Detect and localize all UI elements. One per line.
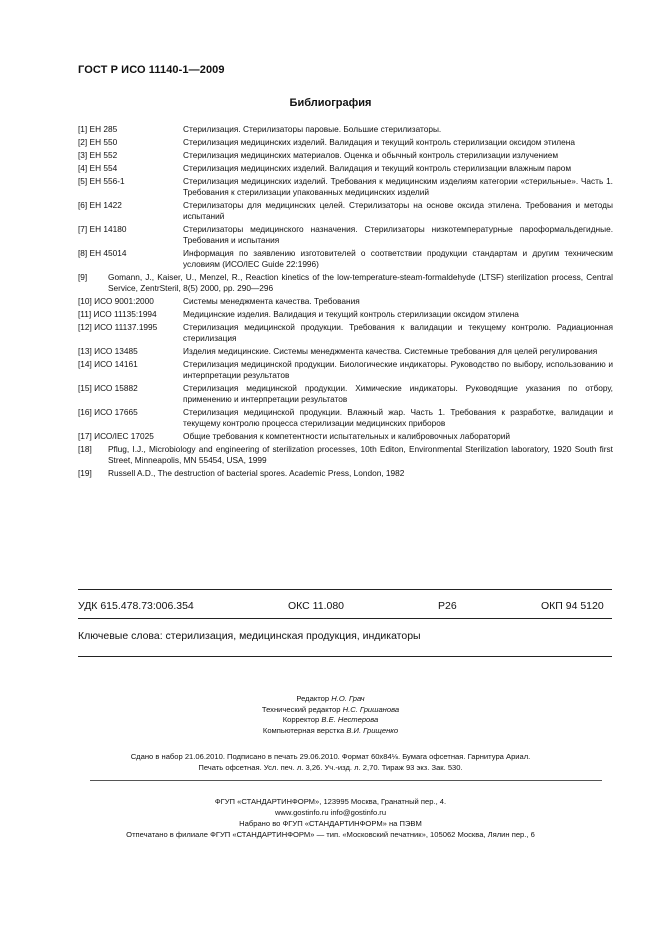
bibliography-entry — [78, 359, 613, 381]
divider-bottom — [78, 656, 612, 657]
entry-text: Стерилизаторы медицинского назначения. Стерилизаторы низкотемпературные парoформальдегидные. Требования и испытания — [183, 224, 613, 245]
entry-code: [11] ИСО 11135:1994 — [78, 309, 157, 319]
entry-code: [3] ЕН 552 — [78, 150, 118, 160]
bibliography-entry — [78, 272, 613, 294]
divider-top — [78, 589, 612, 590]
bibliography-entry — [78, 322, 613, 344]
entry-text: Russell A.D., The destruction of bacterial spores. Academic Press, London, 1982 — [108, 468, 405, 478]
bibliography-title: Библиография — [289, 97, 372, 109]
print-info — [0, 751, 661, 773]
keywords: Ключевые слова: стерилизация, медицинская продукция, индикаторы — [78, 630, 421, 642]
print-info-line-2: Печать офсетная. Усл. печ. л. 3,26. Уч.-изд. л. 2,70. Тираж 93 экз. Зак. 530. — [198, 763, 463, 772]
bibliography-entry — [78, 309, 613, 320]
entry-text: Стерилизация медицинских изделий. Валидация и текущий контроль стерилизации оксидом этилена — [183, 137, 575, 147]
bibliography-entry — [78, 296, 613, 307]
entry-code: [4] ЕН 554 — [78, 163, 118, 173]
entry-code: [7] ЕН 14180 — [78, 224, 127, 234]
entry-code: [19] — [78, 468, 92, 478]
bibliography-entry — [78, 137, 613, 148]
entry-text: Медицинские изделия. Валидация и текущий контроль стерилизации оксидом этилена — [183, 309, 519, 319]
entry-code: [17] ИСО/IEC 17025 — [78, 431, 154, 441]
entry-text: Стерилизация медицинской продукции. Влажный жар. Часть 1. Требования к разработке, валидации и текущему контролю процесса стерилизации медицинских приборов — [183, 407, 613, 428]
document-header: ГОСТ Р ИСО 11140-1—2009 — [78, 64, 225, 76]
divider-middle — [78, 618, 612, 619]
entry-code: [10] ИСО 9001:2000 — [78, 296, 154, 306]
entry-code: [8] ЕН 45014 — [78, 248, 127, 258]
entry-code: [13] ИСО 13485 — [78, 346, 138, 356]
publisher-block — [0, 796, 661, 840]
entry-text: Стерилизация медицинских материалов. Оценка и обычный контроль стерилизации излучением — [183, 150, 559, 160]
udk-code: УДК 615.478.73:006.354 — [78, 600, 194, 612]
entry-code: [15] ИСО 15882 — [78, 383, 138, 393]
entry-text: Информация по заявлению изготовителей о соответствии продукции стандартам и другим техническим условиям (ИСО/IEC Guide 22:1996) — [183, 248, 613, 269]
entry-text: Общие требования к компетентности испытательных и калибровочных лабораторий — [183, 431, 510, 441]
editor-line: Технический редактор Н.С. Гришанова — [261, 704, 400, 714]
entry-text: Изделия медицинские. Системы менеджмента качества. Системные требования для целей регулирования — [183, 346, 598, 356]
entry-text: Стерилизаторы для медицинских целей. Стерилизаторы на основе оксида этилена. Требования и методы испытаний — [183, 200, 613, 221]
bibliography-entry — [78, 248, 613, 270]
bibliography-entry — [78, 124, 613, 135]
entry-code: [16] ИСО 17665 — [78, 407, 138, 417]
entry-text: Стерилизация медицинских изделий. Требования к медицинским изделиям категории «стерильные». Часть 1. Требования к стерилизации упакованных медицинских изделий — [183, 176, 613, 197]
publisher-address: ФГУП «СТАНДАРТИНФОРМ», 123995 Москва, Гранатный пер., 4. — [214, 797, 447, 806]
entry-text: Стерилизация медицинской продукции. Биологические индикаторы. Руководство по выбору, использованию и интерпретации результатов — [183, 359, 613, 380]
print-info-line-1: Сдано в набор 21.06.2010. Подписано в печать 29.06.2010. Формат 60x84⅛. Бумага офсетная. Гарнитура Ариал. — [130, 752, 531, 761]
entry-text: Стерилизация медицинских изделий. Валидация и текущий контроль стерилизации влажным паром — [183, 163, 572, 173]
bibliography-entry — [78, 200, 613, 222]
bibliography-entry — [78, 468, 613, 479]
oks-code: ОКС 11.080 — [288, 600, 345, 612]
divider-imprint — [90, 780, 602, 781]
entry-code: [5] ЕН 556-1 — [78, 176, 125, 186]
bibliography-entry — [78, 407, 613, 429]
entry-text: Gomann, J., Kaiser, U., Menzel, R., Reaction kinetics of the low-temperature-steam-formaldehyde (LTSF) sterilization process, Central Service, ZentrSteril, 8(5) 2000, pp. 290—296 — [108, 272, 613, 293]
group-code: Р26 — [438, 600, 457, 612]
publisher-web: www.gostinfo.ru info@gostinfo.ru — [274, 808, 387, 817]
okp-code: ОКП 94 5120 — [541, 600, 604, 612]
entry-code: [12] ИСО 11137.1995 — [78, 322, 158, 332]
entry-text: Pflug, I.J., Microbiology and engineering of sterilization processes, 10th Editon, Environmental Sterilization laboratory, 1920 South first Street, Minneapolis, MN 55454, USA, 1999 — [108, 444, 613, 465]
bibliography-entry — [78, 444, 613, 466]
editor-line: Редактор Н.О. Грач — [296, 694, 365, 703]
entry-text: Системы менеджмента качества. Требования — [183, 296, 360, 306]
bibliography-entry — [78, 176, 613, 198]
editors-block — [0, 694, 661, 736]
entry-text: Стерилизация медицинской продукции. Химические индикаторы. Руководящие указания по отбору, применению и интерпретации результатов — [183, 383, 613, 404]
bibliography-entry — [78, 224, 613, 246]
bibliography-entry — [78, 346, 613, 357]
publisher-printed: Отпечатано в филиале ФГУП «СТАНДАРТИНФОРМ» — тип. «Московский печатник», 105062 Москва, Лялин пер., 6 — [126, 830, 535, 839]
editor-line: Корректор В.Е. Нестерова — [282, 715, 379, 724]
bibliography-entry — [78, 383, 613, 405]
entry-code: [9] — [78, 272, 88, 282]
entry-code: [14] ИСО 14161 — [78, 359, 138, 369]
entry-code: [2] ЕН 550 — [78, 137, 118, 147]
publisher-typeset: Набрано во ФГУП «СТАНДАРТИНФОРМ» на ПЭВМ — [239, 819, 422, 828]
entry-code: [1] ЕН 285 — [78, 124, 118, 134]
entry-text: Стерилизация медицинской продукции. Требования к валидации и текущему контролю. Радиационная стерилизация — [183, 322, 613, 343]
entry-code: [18] — [78, 444, 92, 454]
editor-line: Компьютерная верстка В.И. Грищенко — [262, 725, 399, 735]
entry-code: [6] ЕН 1422 — [78, 200, 122, 210]
bibliography-entry — [78, 431, 613, 442]
bibliography-list — [78, 124, 613, 481]
bibliography-entry — [78, 163, 613, 174]
entry-text: Стерилизация. Стерилизаторы паровые. Большие стерилизаторы. — [183, 124, 442, 134]
bibliography-entry — [78, 150, 613, 161]
